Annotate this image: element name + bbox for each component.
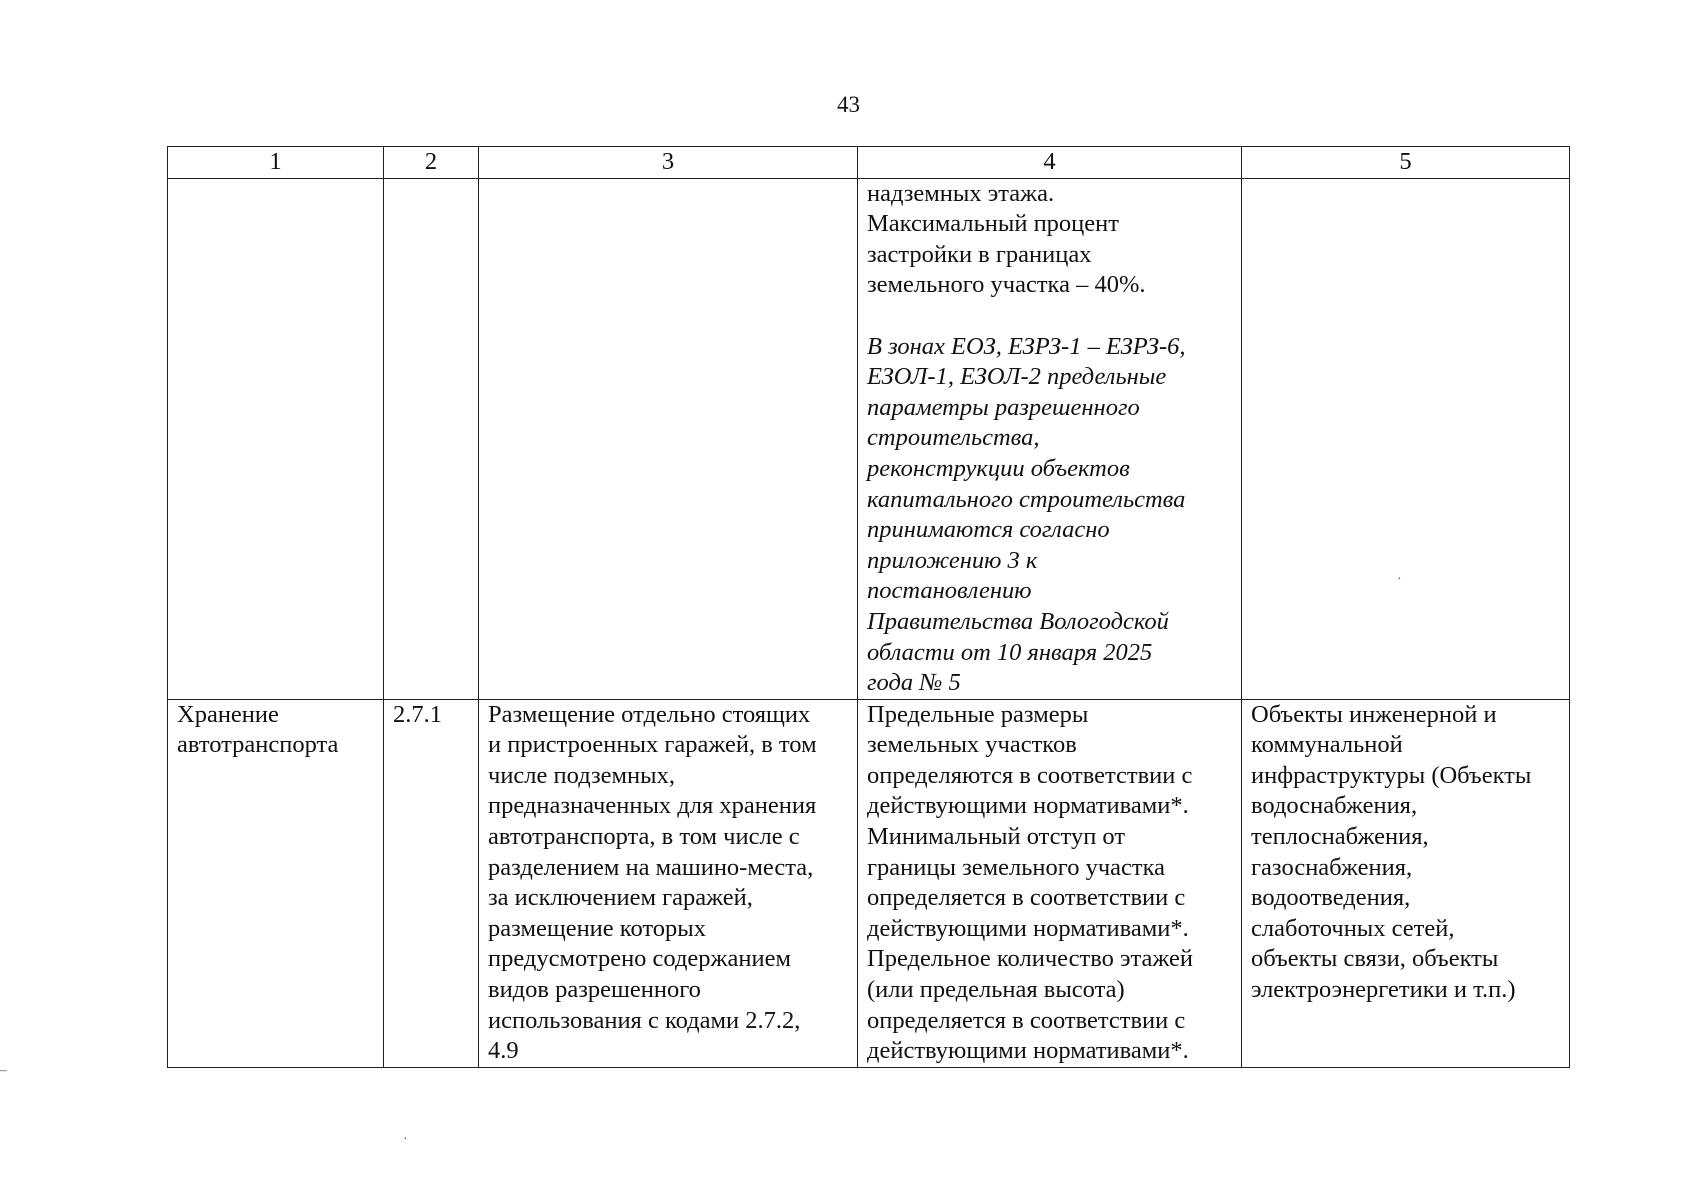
text-line: приложению 3 к xyxy=(867,546,1038,574)
text-line: параметры разрешенного xyxy=(867,393,1140,421)
continuation-cell-4 xyxy=(858,178,1242,699)
scan-speck: – xyxy=(0,1063,7,1078)
scan-speck: · xyxy=(1397,572,1402,587)
continuation-cell-2 xyxy=(384,178,479,699)
column-header-5: 5 xyxy=(1242,147,1570,179)
use-description-cell xyxy=(479,699,858,1067)
text-line: определяются в соответствии с xyxy=(867,761,1193,789)
text-line: надземных этажа. xyxy=(867,179,1055,207)
text-line: газоснабжения, xyxy=(1251,853,1413,881)
text-line: границы земельного участка xyxy=(867,853,1166,881)
text-line: предназначенных для хранения xyxy=(488,792,817,820)
text-line: коммунальной xyxy=(1251,731,1403,759)
column-header-4: 4 xyxy=(858,147,1242,179)
text-line: теплоснабжения, xyxy=(1251,823,1429,851)
text-line: земельного участка – 40%. xyxy=(867,271,1146,299)
text-line: слаботочных сетей, xyxy=(1251,914,1455,942)
scan-speck: · xyxy=(403,1132,408,1147)
text-line: Правительства Вологодской xyxy=(867,607,1169,635)
text-line: постановлению xyxy=(867,577,1032,605)
text-line: электроэнергетики и т.п.) xyxy=(1251,976,1516,1004)
text-line: области от 10 января 2025 xyxy=(867,638,1153,666)
text-line: числе подземных, xyxy=(488,761,675,789)
text-line: использования с кодами 2.7.2, xyxy=(488,1006,801,1034)
text-line: автотранспорта, в том числе с xyxy=(488,823,800,851)
text-line: строительства, xyxy=(867,424,1040,452)
continuation-row xyxy=(168,178,1570,699)
text-line: 4.9 xyxy=(488,1037,519,1065)
text-line: Минимальный отступ от xyxy=(867,823,1126,851)
text-line: водоснабжения, xyxy=(1251,792,1418,820)
text-line: действующими нормативами*. xyxy=(867,914,1189,942)
use-type-name-cell xyxy=(168,699,384,1067)
text-line: видов разрешенного xyxy=(488,976,701,1004)
page-number: 43 xyxy=(837,92,860,117)
text-line: за исключением гаражей, xyxy=(488,884,753,912)
use-code-cell: 2.7.1 xyxy=(384,699,479,1067)
text-line: Предельные размеры xyxy=(867,700,1089,728)
text-line: инфраструктуры (Объекты xyxy=(1251,761,1532,789)
continuation-cell-5 xyxy=(1242,178,1570,699)
text-line: разделением на машино-места, xyxy=(488,853,814,881)
column-number-header-row xyxy=(168,147,1570,179)
column-header-1: 1 xyxy=(168,147,384,179)
column-header-3: 3 xyxy=(479,147,858,179)
column-header-2: 2 xyxy=(384,147,479,179)
limit-parameters-cell xyxy=(858,699,1242,1067)
text-line: автотранспорта xyxy=(177,731,339,759)
land-use-table xyxy=(167,146,1570,1068)
text-line: земельных участков xyxy=(867,731,1077,759)
text-line: Размещение отдельно стоящих xyxy=(488,700,811,728)
text-line: предусмотрено содержанием xyxy=(488,945,791,973)
text-line: объекты связи, объекты xyxy=(1251,945,1499,973)
continuation-cell-3 xyxy=(479,178,858,699)
text-line: действующими нормативами*. xyxy=(867,1037,1189,1065)
text-line: Хранение xyxy=(177,700,279,728)
text-line: Объекты инженерной и xyxy=(1251,700,1497,728)
text-line: года № 5 xyxy=(867,669,961,697)
text-line: ЕЗОЛ-1, ЕЗОЛ-2 предельные xyxy=(867,363,1167,391)
auxiliary-objects-cell xyxy=(1242,699,1570,1067)
text-line: Максимальный процент xyxy=(867,210,1119,238)
text-line: капитального строительства xyxy=(867,485,1186,513)
vehicle-storage-row xyxy=(168,699,1570,1067)
text-line: В зонах ЕОЗ, ЕЗРЗ-1 – ЕЗРЗ-6, xyxy=(867,332,1186,360)
text-line: и пристроенных гаражей, в том xyxy=(488,731,817,759)
text-line: Предельное количество этажей xyxy=(867,945,1193,973)
text-line: принимаются согласно xyxy=(867,516,1110,544)
text-line: размещение которых xyxy=(488,914,706,942)
text-line: определяется в соответствии с xyxy=(867,1006,1186,1034)
text-line: (или предельная высота) xyxy=(867,976,1125,1004)
paragraph-spacer xyxy=(867,301,1232,332)
continuation-cell-1 xyxy=(168,178,384,699)
text-line: застройки в границах xyxy=(867,240,1092,268)
text-line: водоотведения, xyxy=(1251,884,1411,912)
zone-note-italic xyxy=(867,332,1232,699)
parameters-text xyxy=(867,179,1232,301)
text-line: реконструкции объектов xyxy=(867,454,1130,482)
text-line: определяется в соответствии с xyxy=(867,884,1186,912)
text-line: действующими нормативами*. xyxy=(867,792,1189,820)
